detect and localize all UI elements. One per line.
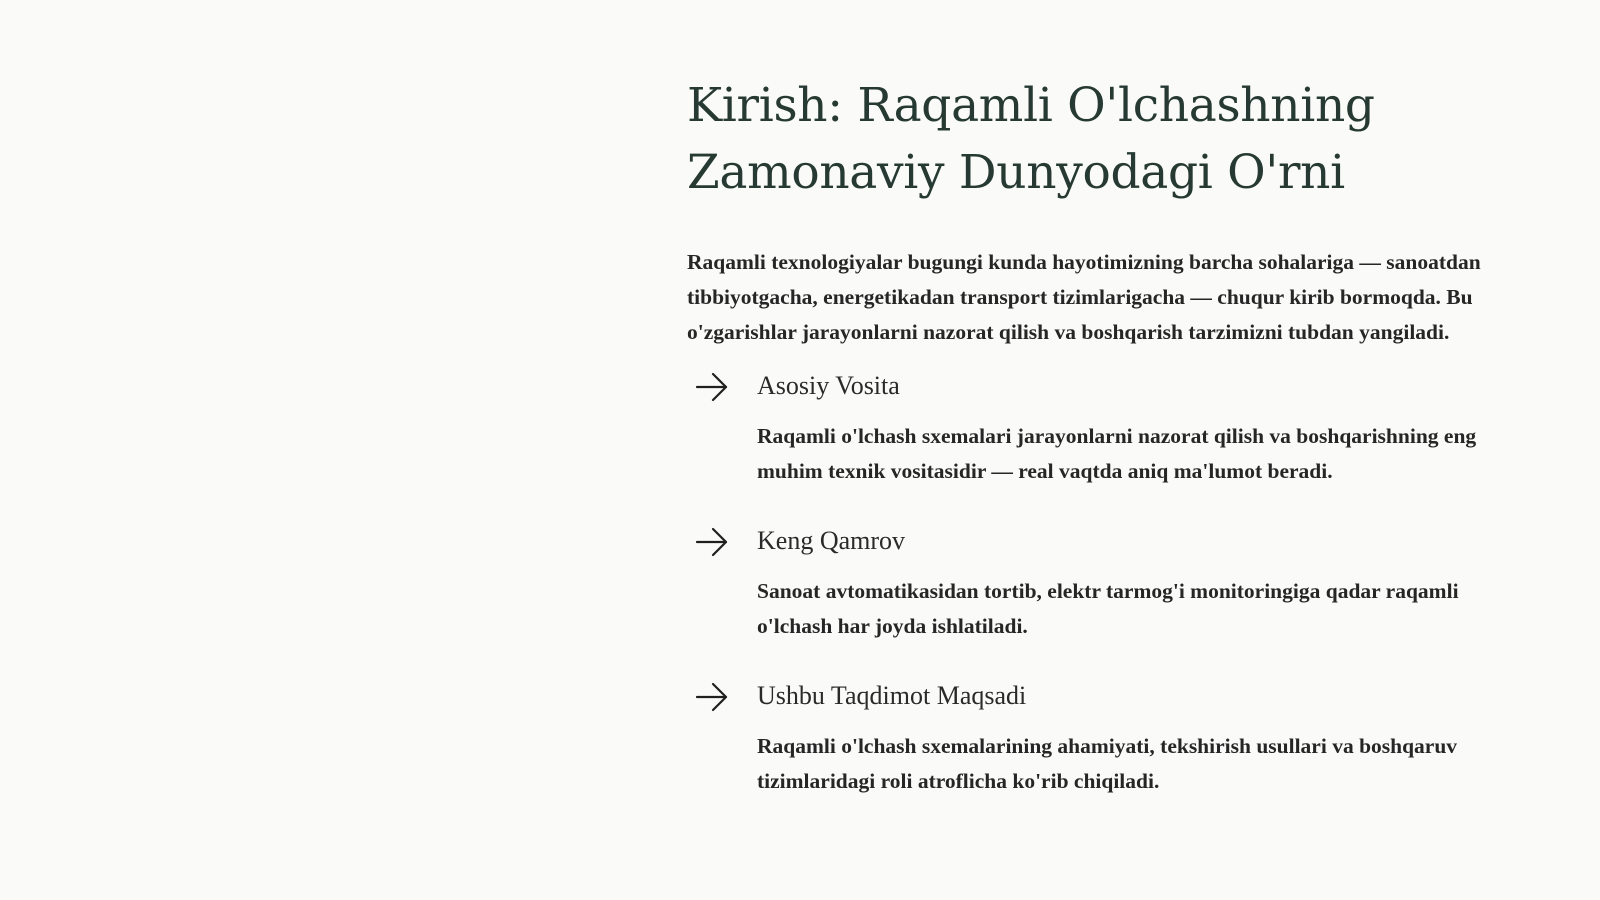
- arrow-right-icon: [695, 370, 729, 404]
- item-title: Ushbu Taqdimot Maqsadi: [757, 681, 1027, 710]
- item-title: Asosiy Vosita: [757, 371, 900, 400]
- item-description: Raqamli o'lchash sxemalarining ahamiyati, tekshirish usullari va boshqaruv tizimlaridagi roli atroflicha ko'rib chiqiladi.: [757, 734, 1458, 793]
- bullet-list: [687, 368, 1527, 799]
- slide-content: [687, 72, 1527, 799]
- arrow-right-icon: [695, 680, 729, 714]
- slide-title: Kirish: Raqamli O'lchashning Zamonaviy Dunyodagi O'rni: [687, 78, 1375, 200]
- list-item: [687, 368, 1527, 489]
- item-description: Sanoat avtomatikasidan tortib, elektr tarmog'i monitoringiga qadar raqamli o'lchash har joyda ishlatiladi.: [757, 579, 1459, 638]
- intro-paragraph: Raqamli texnologiyalar bugungi kunda hayotimizning barcha sohalariga — sanoatdan tibbiyotgacha, energetikadan transport tizimlarigacha — chuqur kirib bormoqda. Bu o'zgarishlar jarayonlarni nazorat qilish va boshqarish tarzimizni tubdan yangiladi.: [687, 250, 1481, 344]
- item-description: Raqamli o'lchash sxemalari jarayonlarni nazorat qilish va boshqarishning eng muhim texnik vositasidir — real vaqtda aniq ma'lumot beradi.: [757, 424, 1477, 483]
- item-title: Keng Qamrov: [757, 526, 906, 555]
- arrow-right-icon: [695, 525, 729, 559]
- list-item: [687, 523, 1527, 644]
- list-item: [687, 678, 1527, 799]
